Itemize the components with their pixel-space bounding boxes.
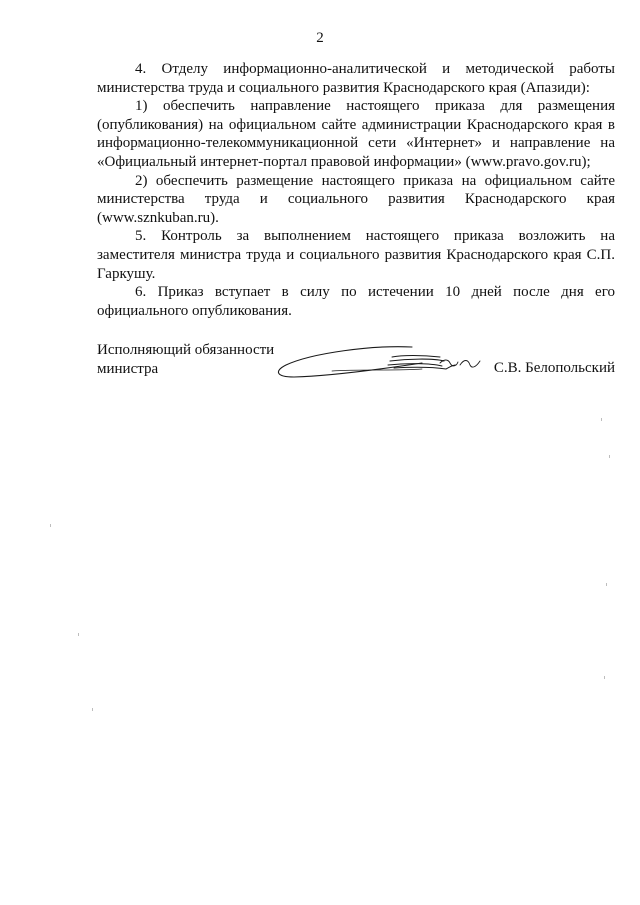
page-number: 2 [316,30,324,46]
signer-title-line-2: министра [97,360,159,377]
scan-speck [609,455,610,458]
signature-block [97,341,615,391]
signer-title-line-1: Исполняющий обязанности [97,342,275,358]
scan-speck [604,676,605,679]
paragraph-item-6: 6. Приказ вступает в силу по истечении 10 дней после дня его официального опубликования. [97,284,615,319]
handwritten-signature [272,341,487,383]
paragraph-item-4: 4. Отделу информационно-аналитической и методической работы министерства труда и социального развития Краснодарского края (Апазиди): [97,61,615,96]
scan-speck [78,633,79,636]
scan-speck [606,583,607,586]
scan-speck [50,524,51,527]
paragraph-subitem-2: 2) обеспечить размещение настоящего приказа на официальном сайте министерства труда и социального развития Краснодарского края (www.sznkuban.ru). [97,172,615,226]
paragraph-subitem-1: 1) обеспечить направление настоящего приказа для размещения (опубликования) на официальном сайте администрации Краснодарского края в информационно-телекоммуникационной сети «Интернет» и направление на «Официальный интернет-портал правовой информации» (www.pravo.gov.ru); [97,98,615,170]
signer-title [97,341,274,378]
scan-speck [92,708,93,711]
signer-name: С.В. Белопольский [493,360,615,376]
scan-speck [601,418,602,421]
paragraph-item-5: 5. Контроль за выполнением настоящего приказа возложить на заместителя министра труда и социального развития Краснодарского края С.П. Гаркушу. [97,228,615,282]
document-body [97,60,615,320]
